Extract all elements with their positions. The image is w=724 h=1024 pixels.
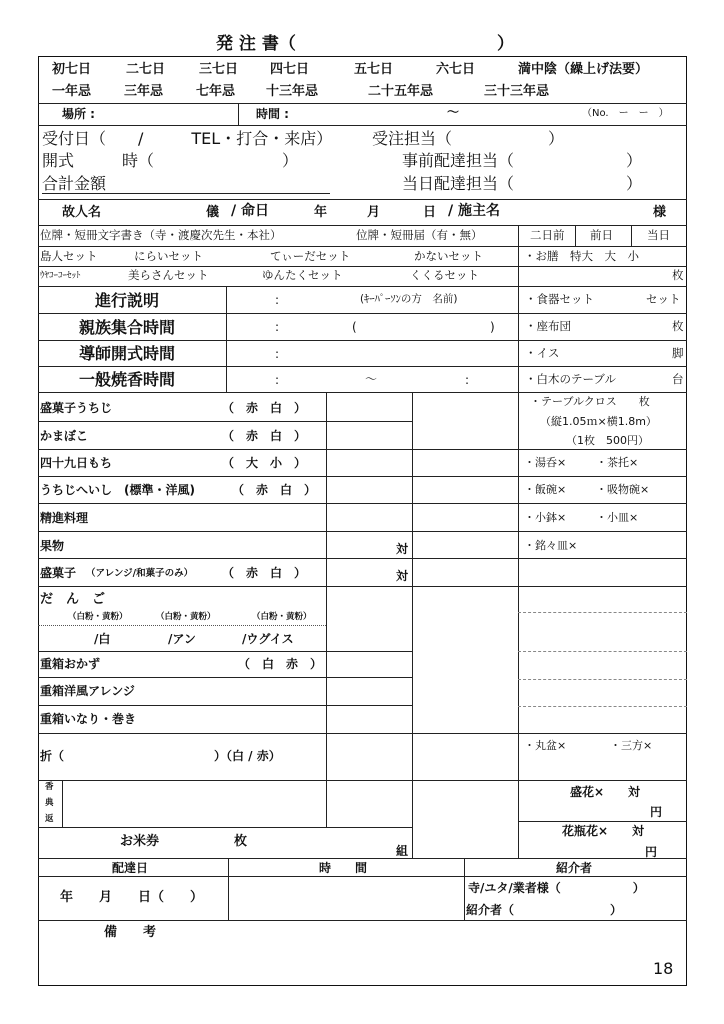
delivery-date-label: 配達日: [112, 861, 149, 875]
schedule-priest-colon: :: [275, 347, 280, 361]
rice-bowl: ・飯碗×: [524, 483, 567, 496]
meimeizara: ・銘々皿×: [524, 539, 578, 552]
item-ori-opts: ）（白 / 赤）: [214, 749, 281, 763]
ozen-unit: 枚: [672, 268, 684, 282]
schedule-incense-label: 一般焼香時間: [79, 370, 176, 389]
advance-delivery-staff: 事前配達担当（ ）: [402, 151, 643, 170]
death-date-label: / 命日: [231, 203, 269, 219]
mori-hana-unit: 円: [650, 805, 663, 819]
marubon: ・丸盆×: [524, 739, 567, 752]
sameday-delivery-staff: 当日配達担当（ ）: [402, 174, 643, 193]
place-label: 場所 :: [62, 107, 95, 121]
schedule-incense-colon2: :: [465, 373, 470, 387]
memorial-y1: 一年忌: [52, 84, 92, 99]
year-label: 年: [314, 205, 328, 220]
memorial-y3: 三年忌: [124, 84, 164, 99]
dango-powder-3: （白粉・黄粉）: [252, 612, 312, 622]
set-churasan: 美らさんセット: [128, 268, 209, 282]
item-arrange-sub: （アレンジ/和菓子のみ）: [86, 568, 194, 579]
memorial-4: 四七日: [270, 62, 310, 77]
set-tida: てぃーだセット: [270, 249, 351, 263]
reception-date: 受付日（ / TEL・打合・来店）: [42, 129, 333, 148]
schedule-family-colon: :: [275, 320, 280, 334]
introducer-label: 紹介者: [556, 861, 593, 875]
dango-powder-1: （白粉・黄粉）: [68, 612, 128, 622]
memorial-3: 三七日: [199, 62, 239, 77]
temple-yuta: 寺/ユタ/業者様（ ）: [468, 881, 645, 895]
item-okome: お米券: [120, 834, 160, 849]
koden-char-2: 典: [45, 798, 54, 808]
item-dango: だ ん ご: [40, 592, 106, 607]
soup-bowl: ・吸物碗×: [596, 483, 650, 496]
schedule-family-label: 親族集合時間: [79, 318, 176, 337]
memorial-2: 二七日: [126, 62, 166, 77]
memorial-y7: 七年忌: [196, 84, 236, 99]
schedule-incense-tilde: 〜: [365, 372, 378, 386]
item-okazu: 重箱おかず: [40, 657, 101, 671]
page-title-close: ）: [497, 34, 514, 54]
kobachi: ・小鉢×: [524, 511, 567, 524]
item-kamaboko: かまぼこ: [40, 429, 89, 443]
koden-char-1: 香: [45, 782, 54, 792]
schedule-progress-colon: :: [275, 293, 280, 307]
item-mochi-opts: （ 大 小 ）: [222, 456, 307, 470]
month-label: 月: [367, 205, 381, 220]
item-shojin: 精進料理: [40, 511, 89, 525]
white-table: ・白木のテーブル: [525, 372, 616, 386]
set-kanai: かないセット: [414, 249, 483, 263]
day-before: 前日: [590, 228, 613, 242]
item-okome-unit2: 組: [396, 844, 409, 858]
sama-label: 様: [653, 205, 667, 220]
item-uchijiheishi: うちじへいし (標準・洋風): [40, 483, 195, 497]
yunomi: ・湯呑×: [524, 456, 567, 469]
day-label: 日: [423, 205, 437, 220]
dango-uguisu: /ウグイス: [242, 632, 294, 646]
schedule-incense-colon: :: [275, 373, 280, 387]
item-kamaboko-opts: （ 赤 白 ）: [222, 429, 307, 443]
chief-mourner-label: / 施主名: [448, 203, 500, 219]
set-uyako: ｳﾔｺｰｺｰｾｯﾄ: [40, 271, 81, 281]
chair: ・イス: [525, 346, 560, 360]
item-arrange: 盛菓子: [40, 566, 77, 580]
tablecloth-price: （1枚 500円）: [566, 434, 649, 447]
white-table-unit: 台: [672, 372, 684, 386]
item-yofu: 重箱洋風アレンジ: [40, 684, 135, 698]
sanpo: ・三方×: [610, 739, 653, 752]
remarks-label: 備 考: [104, 925, 157, 940]
introducer-name: 紹介者（ ）: [466, 903, 623, 917]
tablecloth: ・テーブルクロス 枚: [530, 395, 650, 408]
kabin-hana: 花瓶花× 対: [562, 824, 645, 838]
opening-time: 開式 時（ ）: [42, 151, 299, 170]
time-label: 時間 :: [256, 107, 289, 121]
schedule-progress-label: 進行説明: [95, 291, 160, 310]
schedule-family-open: (: [352, 320, 357, 334]
item-fruit-unit: 対: [396, 542, 409, 556]
delivery-time-label: 時 間: [319, 861, 368, 875]
tableware-set-unit: セット: [646, 292, 681, 306]
memorial-y25: 二十五年忌: [368, 84, 434, 99]
zabuton-unit: 枚: [672, 319, 684, 333]
set-nirai: にらいセット: [134, 249, 203, 263]
item-okome-unit: 枚: [234, 834, 248, 849]
memorial-1: 初七日: [52, 62, 92, 77]
memorial-y13: 十三年忌: [266, 84, 319, 99]
gi-label: 儀: [206, 205, 220, 220]
item-ori: 折（: [40, 749, 65, 763]
kabin-hana-unit: 円: [645, 845, 658, 859]
item-mochi: 四十九日もち: [40, 456, 113, 470]
chair-unit: 脚: [672, 346, 684, 360]
day-same: 当日: [647, 228, 670, 242]
item-uchijiheishi-opts: （ 赤 白 ）: [232, 483, 317, 497]
ihai-delivery: 位牌・短冊届（有・無）: [356, 228, 483, 242]
tablecloth-size: （縦1.05ｍ×横1.8m）: [540, 415, 657, 428]
order-staff: 受注担当（ ）: [372, 129, 565, 148]
dango-powder-2: （白粉・黄粉）: [156, 612, 216, 622]
zabuton: ・座布団: [525, 319, 571, 333]
page-number: 18: [653, 959, 674, 978]
schedule-priest-label: 導師開式時間: [79, 344, 176, 363]
mori-hana: 盛花× 対: [570, 785, 641, 799]
order-number: （No. ー ー ）: [582, 108, 669, 119]
schedule-family-close: ): [490, 320, 495, 334]
memorial-5: 五七日: [354, 62, 394, 77]
day-two-before: 二日前: [530, 228, 565, 242]
item-inari: 重箱いなり・巻き: [40, 712, 137, 726]
item-okazu-opts: （ 白 赤 ）: [238, 657, 323, 671]
set-shimanchu: 島人セット: [40, 249, 98, 263]
item-arrange-unit: 対: [396, 569, 409, 583]
dango-an: /アン: [168, 632, 196, 646]
memorial-6: 六七日: [436, 62, 476, 77]
schedule-progress-note: (ｷｰﾊﾟｰｿﾝの方 名前): [360, 293, 458, 305]
ozen: ・お膳 特大 大 小: [524, 249, 639, 263]
dango-white: /白: [94, 632, 111, 646]
item-uchiji: 盛菓子うちじ: [40, 401, 113, 415]
item-arrange-opts: （ 赤 白 ）: [222, 566, 307, 580]
deceased-name-label: 故人名: [62, 205, 102, 220]
set-kukuru: くくるセット: [410, 268, 479, 282]
delivery-date-value: 年 月 日（ ）: [60, 890, 204, 905]
kozara: ・小皿×: [596, 511, 639, 524]
chataku: ・茶托×: [596, 456, 639, 469]
ihai-writing: 位牌・短冊文字書き（寺・渡慶次先生・本社）: [40, 228, 282, 242]
time-tilde: 〜: [447, 105, 460, 119]
item-fruit: 果物: [40, 539, 65, 553]
memorial-7: 満中陰（繰上げ法要）: [518, 62, 649, 77]
memorial-y33: 三十三年忌: [484, 84, 550, 99]
page-title: 発 注 書（: [216, 34, 296, 54]
tableware-set: ・食器セット: [525, 292, 594, 306]
set-yuntaku: ゆんたくセット: [262, 268, 343, 282]
total-amount: 合計金額: [42, 174, 107, 193]
item-uchiji-opts: （ 赤 白 ）: [222, 401, 307, 415]
koden-char-3: 返: [45, 814, 54, 824]
